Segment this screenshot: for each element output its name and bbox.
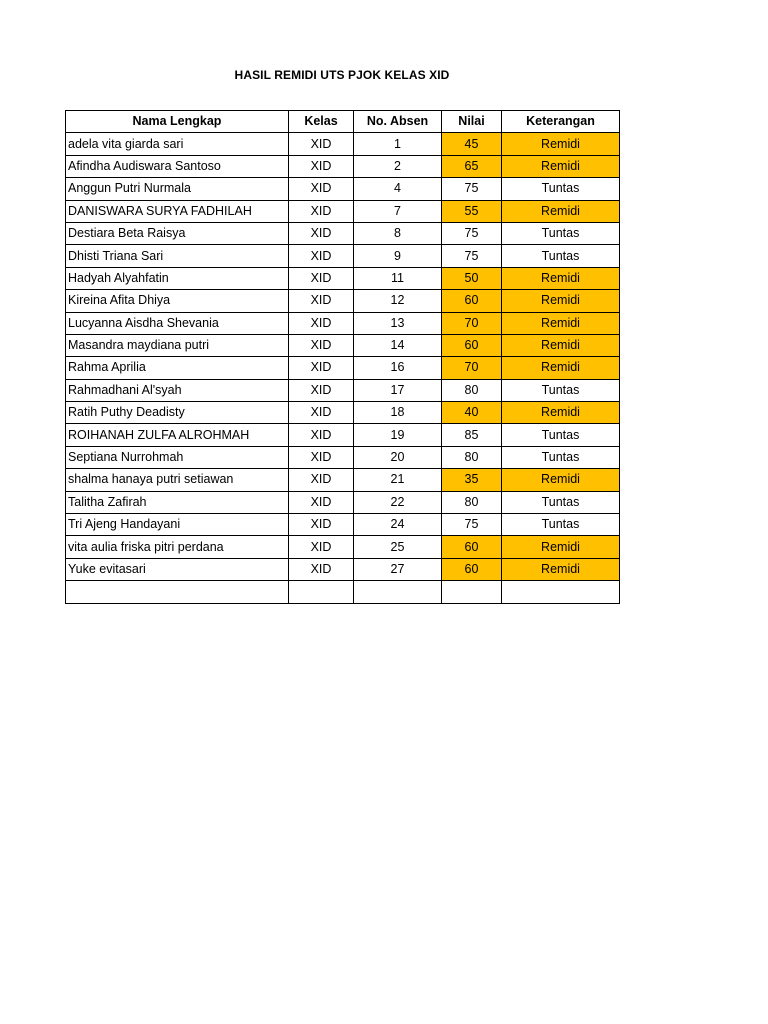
cell-keterangan: Remidi [502,290,620,312]
cell-absen: 7 [354,200,442,222]
table-row [66,469,620,491]
table-row [66,514,620,536]
cell-name: Yuke evitasari [66,558,289,580]
cell-nilai: 50 [442,267,502,289]
cell-absen: 2 [354,155,442,177]
cell-absen: 14 [354,334,442,356]
cell-kelas: XID [289,334,354,356]
table-row [66,581,620,603]
cell-kelas: XID [289,290,354,312]
table-row [66,178,620,200]
cell-name: Septiana Nurrohmah [66,446,289,468]
table-row [66,491,620,513]
cell-kelas: XID [289,222,354,244]
table-row [66,245,620,267]
cell-nilai: 60 [442,558,502,580]
cell-kelas: XID [289,357,354,379]
table-row [66,200,620,222]
cell-absen: 9 [354,245,442,267]
table-row [66,558,620,580]
cell-keterangan: Tuntas [502,446,620,468]
cell-name: Tri Ajeng Handayani [66,514,289,536]
cell-nilai: 65 [442,155,502,177]
table-row [66,155,620,177]
cell-keterangan: Remidi [502,200,620,222]
cell-nilai: 60 [442,290,502,312]
cell-nilai: 70 [442,357,502,379]
cell-absen: 21 [354,469,442,491]
cell-kelas: XID [289,379,354,401]
header-row [66,111,620,133]
table-row [66,133,620,155]
cell-kelas: XID [289,402,354,424]
cell-absen: 27 [354,558,442,580]
cell-kelas: XID [289,469,354,491]
cell-nilai: 45 [442,133,502,155]
cell-name: Anggun Putri Nurmala [66,178,289,200]
results-table [65,110,620,604]
cell-nilai: 75 [442,514,502,536]
cell-keterangan: Remidi [502,267,620,289]
cell-absen: 8 [354,222,442,244]
cell-kelas: XID [289,446,354,468]
table-row [66,267,620,289]
cell-keterangan: Tuntas [502,491,620,513]
cell-keterangan: Tuntas [502,178,620,200]
cell-nilai: 35 [442,469,502,491]
cell-name: Masandra maydiana putri [66,334,289,356]
table-row [66,446,620,468]
cell-nilai: 60 [442,536,502,558]
cell-keterangan: Tuntas [502,514,620,536]
cell-absen: 17 [354,379,442,401]
cell-nilai: 75 [442,245,502,267]
cell-name [66,581,289,603]
cell-name: Kireina Afita Dhiya [66,290,289,312]
cell-kelas: XID [289,514,354,536]
cell-kelas: XID [289,200,354,222]
cell-keterangan: Remidi [502,155,620,177]
cell-nilai: 80 [442,379,502,401]
cell-nilai: 55 [442,200,502,222]
cell-nilai: 80 [442,491,502,513]
cell-keterangan: Tuntas [502,245,620,267]
header-kelas: Kelas [289,111,354,133]
cell-name: Dhisti Triana Sari [66,245,289,267]
cell-absen: 18 [354,402,442,424]
cell-nilai [442,581,502,603]
cell-nilai: 70 [442,312,502,334]
cell-absen: 13 [354,312,442,334]
cell-absen: 20 [354,446,442,468]
cell-nilai: 85 [442,424,502,446]
table-row [66,334,620,356]
cell-kelas: XID [289,536,354,558]
table-row [66,357,620,379]
cell-kelas: XID [289,245,354,267]
table-row [66,312,620,334]
table-row [66,536,620,558]
table-row [66,402,620,424]
cell-keterangan: Remidi [502,312,620,334]
cell-absen [354,581,442,603]
cell-kelas: XID [289,424,354,446]
header-keterangan: Keterangan [502,111,620,133]
page-title: HASIL REMIDI UTS PJOK KELAS XID [234,68,450,82]
cell-keterangan: Remidi [502,558,620,580]
cell-keterangan: Tuntas [502,424,620,446]
cell-kelas: XID [289,178,354,200]
cell-kelas: XID [289,155,354,177]
cell-name: Rahmadhani Al'syah [66,379,289,401]
cell-nilai: 75 [442,178,502,200]
cell-nilai: 60 [442,334,502,356]
cell-absen: 16 [354,357,442,379]
cell-absen: 1 [354,133,442,155]
cell-name: Destiara Beta Raisya [66,222,289,244]
cell-kelas: XID [289,558,354,580]
cell-name: Rahma Aprilia [66,357,289,379]
cell-nilai: 75 [442,222,502,244]
cell-keterangan: Tuntas [502,379,620,401]
cell-absen: 24 [354,514,442,536]
cell-keterangan [502,581,620,603]
cell-keterangan: Remidi [502,402,620,424]
cell-kelas: XID [289,312,354,334]
cell-nilai: 40 [442,402,502,424]
cell-keterangan: Remidi [502,334,620,356]
results-body [66,133,620,603]
cell-nilai: 80 [442,446,502,468]
table-row [66,222,620,244]
cell-name: DANISWARA SURYA FADHILAH [66,200,289,222]
cell-absen: 12 [354,290,442,312]
cell-absen: 19 [354,424,442,446]
cell-absen: 4 [354,178,442,200]
header-absen: No. Absen [354,111,442,133]
cell-absen: 22 [354,491,442,513]
cell-keterangan: Tuntas [502,222,620,244]
cell-kelas: XID [289,491,354,513]
header-name: Nama Lengkap [66,111,289,133]
cell-name: adela vita giarda sari [66,133,289,155]
cell-name: vita aulia friska pitri perdana [66,536,289,558]
table-row [66,290,620,312]
cell-name: Afindha Audiswara Santoso [66,155,289,177]
cell-keterangan: Remidi [502,357,620,379]
cell-absen: 25 [354,536,442,558]
cell-keterangan: Remidi [502,536,620,558]
table-row [66,424,620,446]
header-nilai: Nilai [442,111,502,133]
cell-name: ROIHANAH ZULFA ALROHMAH [66,424,289,446]
cell-kelas [289,581,354,603]
cell-name: Hadyah Alyahfatin [66,267,289,289]
cell-name: Talitha Zafirah [66,491,289,513]
cell-keterangan: Remidi [502,469,620,491]
cell-name: shalma hanaya putri setiawan [66,469,289,491]
cell-keterangan: Remidi [502,133,620,155]
cell-name: Lucyanna Aisdha Shevania [66,312,289,334]
cell-kelas: XID [289,133,354,155]
cell-kelas: XID [289,267,354,289]
cell-name: Ratih Puthy Deadisty [66,402,289,424]
table-row [66,379,620,401]
cell-absen: 11 [354,267,442,289]
